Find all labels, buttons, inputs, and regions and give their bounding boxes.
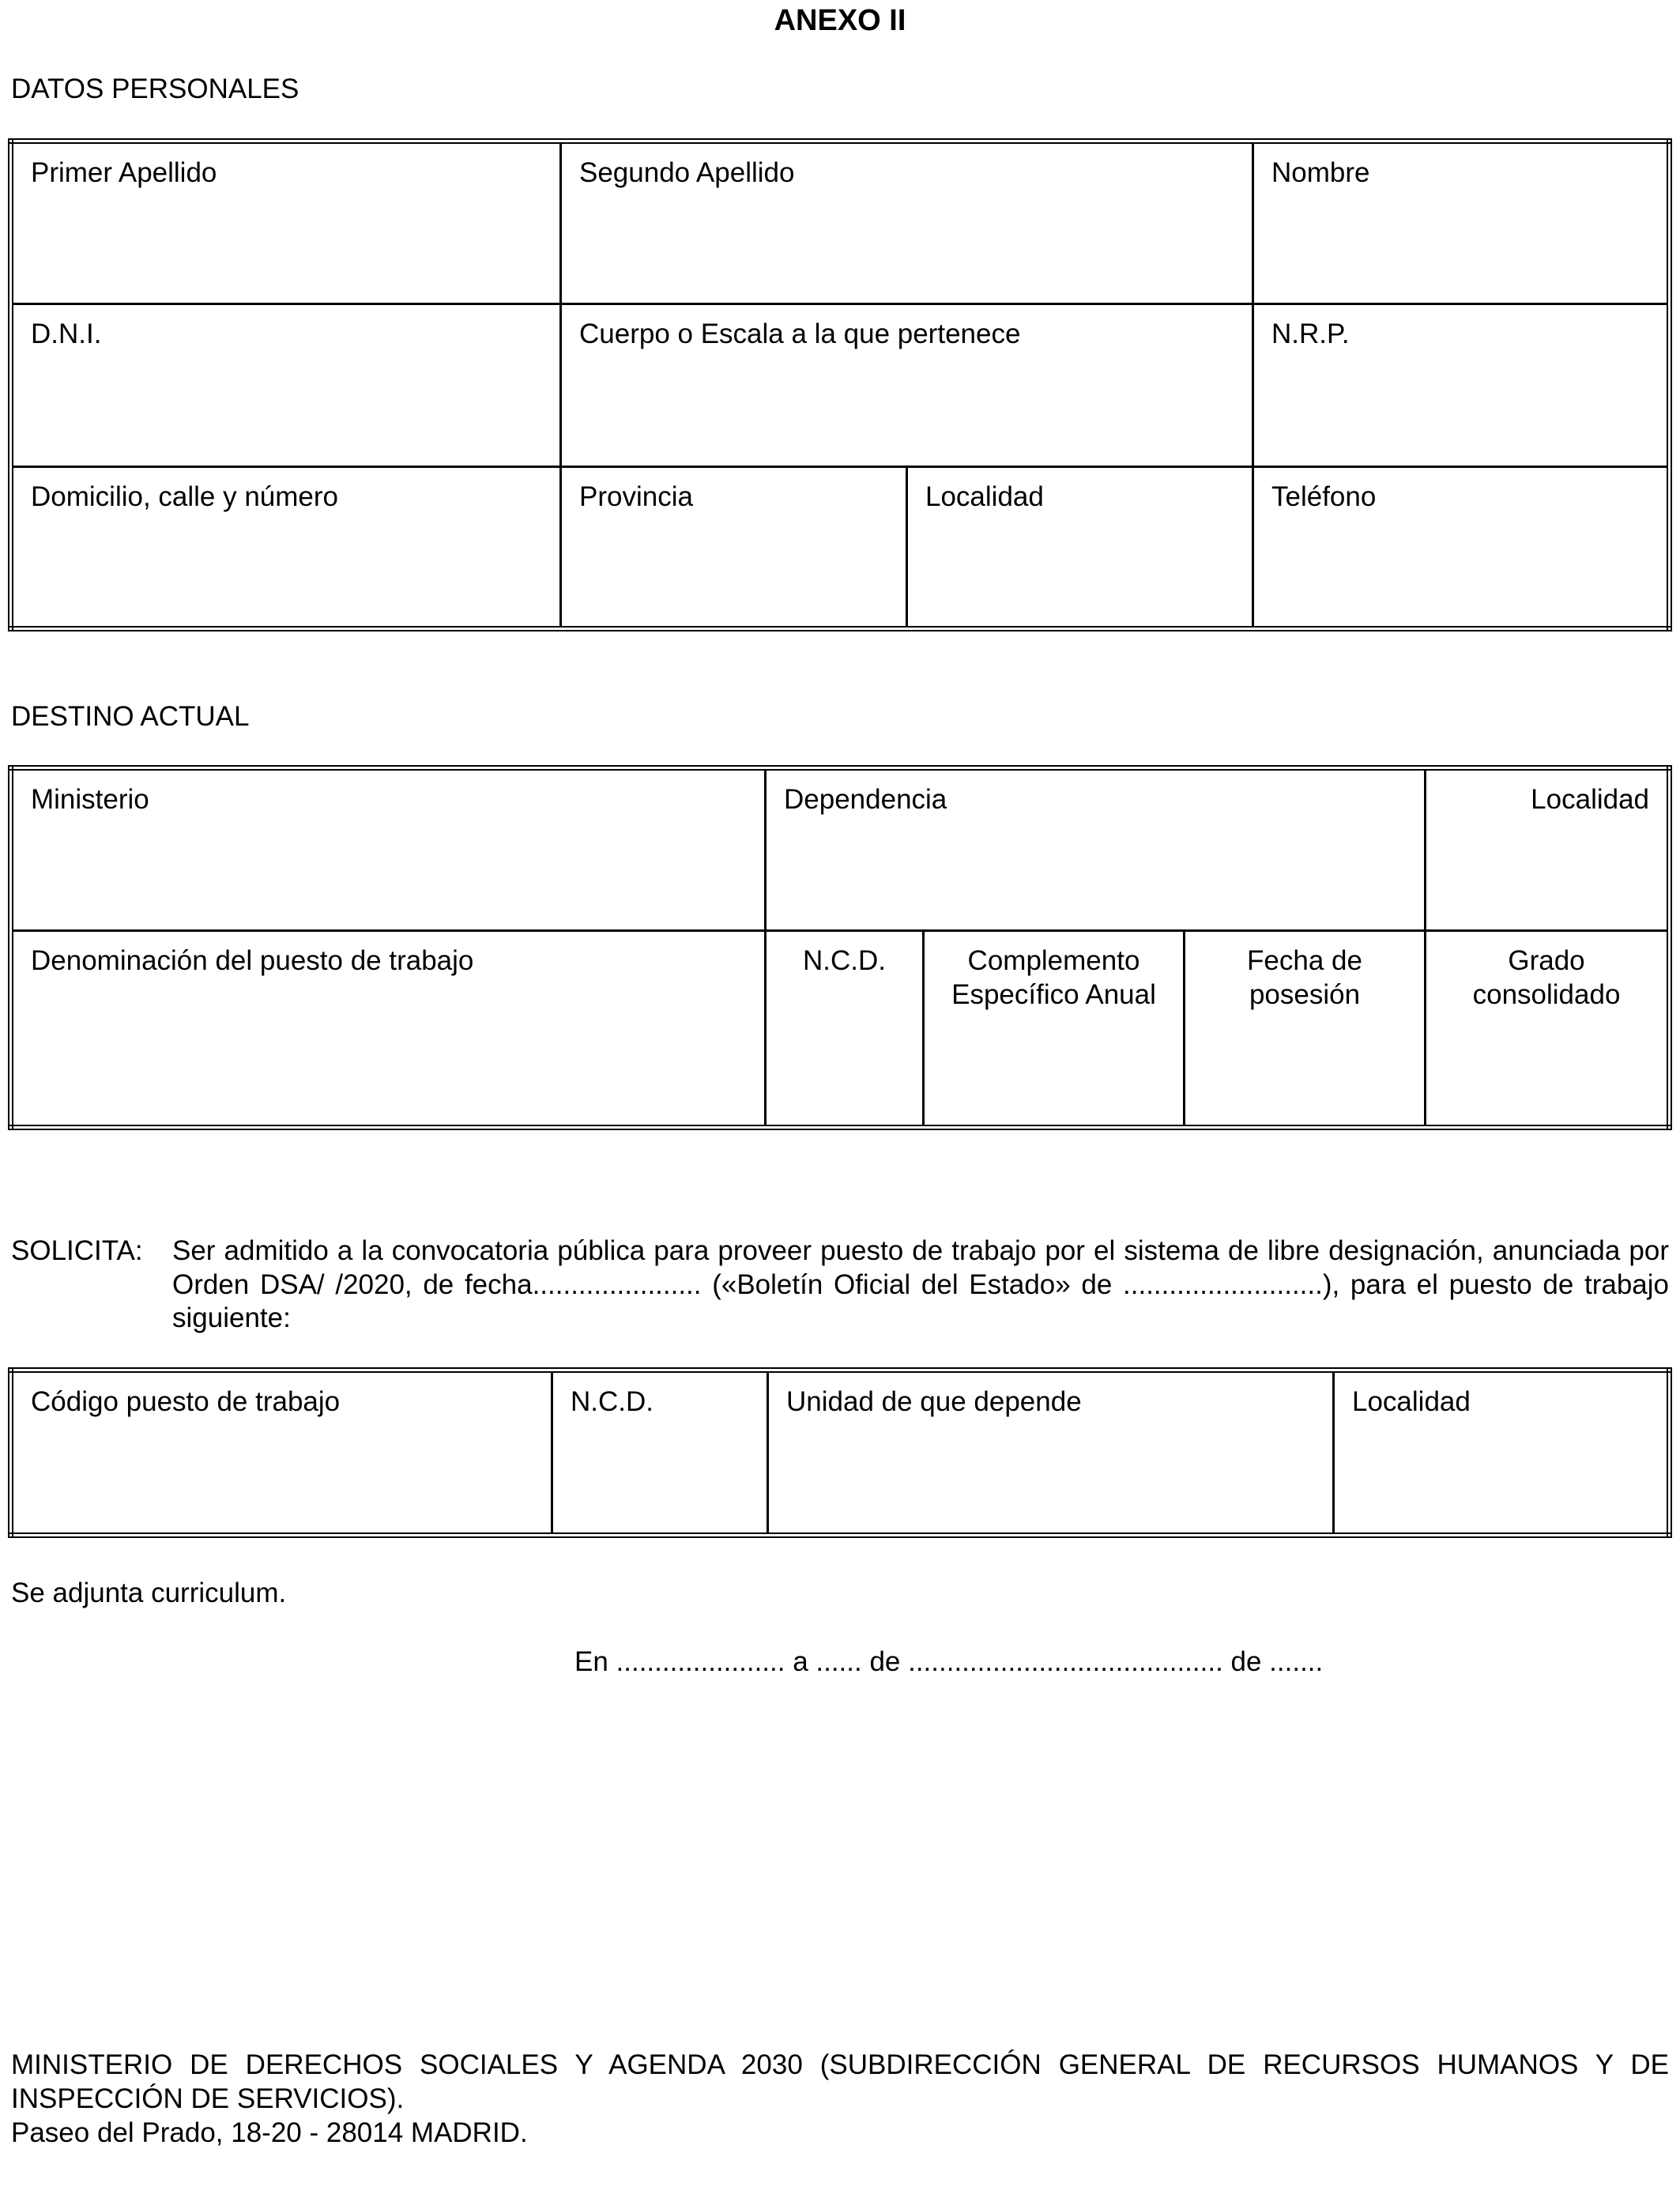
field-provincia[interactable]: Provincia	[561, 466, 907, 628]
destino-actual-table	[8, 765, 1672, 1130]
section-heading-datos-personales: DATOS PERSONALES	[11, 74, 299, 104]
field-localidad[interactable]: Localidad	[907, 466, 1253, 628]
field-denominacion-puesto[interactable]: Denominación del puesto de trabajo	[11, 931, 766, 1128]
field-ministerio[interactable]: Ministerio	[11, 768, 766, 931]
field-primer-apellido[interactable]: Primer Apellido	[11, 141, 561, 304]
puesto-solicitado-table	[8, 1367, 1672, 1538]
table-row	[11, 141, 1670, 304]
footer-address: Paseo del Prado, 18-20 - 28014 MADRID.	[11, 2117, 528, 2148]
field-nrp[interactable]: N.R.P.	[1253, 304, 1670, 466]
field-complemento-especifico[interactable]: Complemento Específico Anual	[924, 931, 1185, 1128]
table-row	[11, 466, 1670, 628]
field-dependencia[interactable]: Dependencia	[766, 768, 1426, 931]
field-localidad-solicitado[interactable]: Localidad	[1334, 1370, 1670, 1536]
field-localidad-destino[interactable]: Localidad	[1426, 768, 1670, 931]
adjunta-curriculum: Se adjunta curriculum.	[11, 1578, 287, 1608]
field-unidad-depende[interactable]: Unidad de que depende	[768, 1370, 1334, 1536]
field-dni[interactable]: D.N.I.	[11, 304, 561, 466]
table-row	[11, 768, 1670, 931]
table-row	[11, 931, 1670, 1128]
solicita-label: SOLICITA:	[11, 1235, 143, 1266]
field-codigo-puesto[interactable]: Código puesto de trabajo	[11, 1370, 552, 1536]
field-ncd[interactable]: N.C.D.	[766, 931, 924, 1128]
field-nombre[interactable]: Nombre	[1253, 141, 1670, 304]
field-ncd-solicitado[interactable]: N.C.D.	[552, 1370, 768, 1536]
field-domicilio[interactable]: Domicilio, calle y número	[11, 466, 561, 628]
page-title: ANEXO II	[774, 4, 906, 37]
table-row	[11, 1370, 1670, 1536]
lugar-fecha-line[interactable]: En ...................... a ...... de ......................................... de .......	[574, 1646, 1324, 1677]
field-cuerpo-escala[interactable]: Cuerpo o Escala a la que pertenece	[561, 304, 1253, 466]
solicita-text: Ser admitido a la convocatoria pública para proveer puesto de trabajo por el sistema de libre designación, anunciada por Orden DSA/ /2020, de fecha...................... («Boletín Oficial del Estado» de ..........................), para el puesto de trabajo siguiente:	[172, 1235, 1669, 1334]
datos-personales-table	[8, 138, 1672, 631]
field-segundo-apellido[interactable]: Segundo Apellido	[561, 141, 1253, 304]
field-fecha-posesion[interactable]: Fecha de posesión	[1185, 931, 1426, 1128]
section-heading-destino-actual: DESTINO ACTUAL	[11, 701, 250, 732]
table-row	[11, 304, 1670, 466]
field-telefono[interactable]: Teléfono	[1253, 466, 1670, 628]
footer-ministerio: MINISTERIO DE DERECHOS SOCIALES Y AGENDA 2030 (SUBDIRECCIÓN GENERAL DE RECURSOS HUMANOS Y DE INSPECCIÓN DE SERVICIOS).	[11, 2049, 1669, 2114]
field-grado-consolidado[interactable]: Grado consolidado	[1426, 931, 1670, 1128]
